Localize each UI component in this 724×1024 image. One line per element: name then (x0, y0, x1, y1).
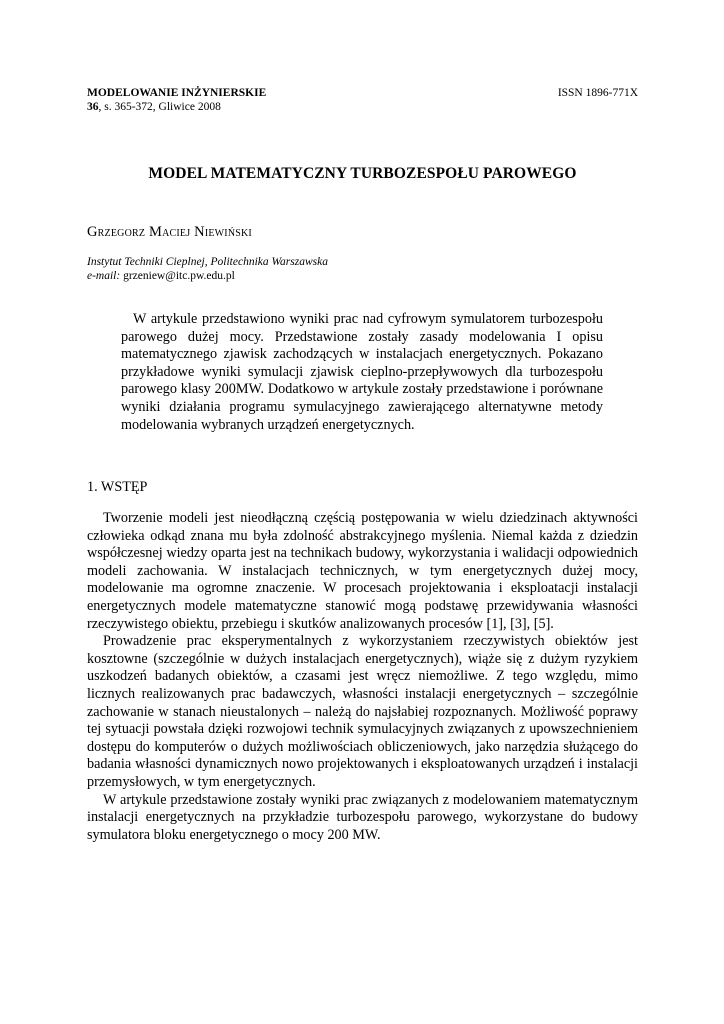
issn: ISSN 1896-771X (557, 87, 638, 99)
email-label: e-mail: (87, 270, 121, 282)
paragraph: Prowadzenie prac eksperymentalnych z wykorzystaniem rzeczywistych obiektów jest kosztowne (szczególnie w dużych instalacjach energetycznych), wiąże się z dużym ryzykiem uszkodzeń badanych obiektów, a czasami jest wręcz niemożliwe. Z tego względu, mimo licznych realizowanych prac badawczych, własności instalacji energetycznych – szczególnie zachowanie w stanach nieustalonych – należą do najsłabiej rozpoznanych. Możliwość poprawy tej sytuacji powstała dzięki rozwojowi technik symulacyjnych związanych z upowszechnieniem dostępu do komputerów o dużych możliwościach obliczeniowych, jako narzędzia służącego do badania własności dynamicznych nowo projektowanych i eksploatowanych urządzeń i instalacji przemysłowych, w tym energetycznych. (87, 633, 638, 790)
issue-details: , s. 365-372, Gliwice 2008 (98, 101, 221, 113)
affiliation-block (87, 255, 638, 283)
section-heading: 1. WSTĘP (87, 479, 148, 495)
paper-title: MODEL MATEMATYCZNY TURBOZESPOŁU PAROWEGO (148, 165, 577, 182)
section-body (87, 510, 638, 844)
institute: Instytut Techniki Cieplnej, Politechnika Warszawska (87, 256, 328, 268)
paragraph: Tworzenie modeli jest nieodłączną częścią postępowania w wielu dziedzinach aktywności człowieka odkąd znana mu była zdolność abstrakcyjnego myślenia. Niemal każda z dziedzin współczesnej wiedzy oparta jest na technikach budowy, wykorzystania i walidacji odpowiednich modeli zachowania. W instalacjach technicznych, w tym energetycznych dużej mocy, modelowanie ma ogromne znaczenie. W procesach projektowania i eksploatacji instalacji energetycznych modele matematyczne stanowić mogą podstawę przewidywania własności rzeczywistego obiektu, przebiegu i skutków analizowanych procesów [1], [3], [5]. (87, 510, 638, 632)
abstract: W artykule przedstawiono wyniki prac nad cyfrowym symulatorem turbozespołu parowego dużej mocy. Przedstawione zostały zasady modelowania I opisu matematycznego zjawisk zachodzących w instalacjach energetycznych. Pokazano przykładowe wyniki symulacji zjawisk cieplno-przepływowych dla turbozespołu parowego klasy 200MW. Dodatkowo w artykule zostały przedstawione i porównane wyniki działania programu symulacyjnego zawierającego alternatywne metody modelowania wybranych urządzeń energetycznych. (121, 311, 603, 433)
journal-header (87, 86, 638, 114)
paragraph: W artykule przedstawione zostały wyniki prac związanych z modelowaniem matematycznym instalacji energetycznych na przykładzie turbozespołu parowego, wykorzystane do budowy symulatora bloku energetycznego o mocy 200 MW. (87, 791, 638, 843)
author-name: Grzegorz Maciej Niewiński (87, 224, 252, 240)
journal-name: MODELOWANIE INŻYNIERSKIE (87, 87, 267, 99)
issue-number: 36 (87, 101, 99, 113)
email-address: grzeniew@itc.pw.edu.pl (123, 270, 235, 282)
